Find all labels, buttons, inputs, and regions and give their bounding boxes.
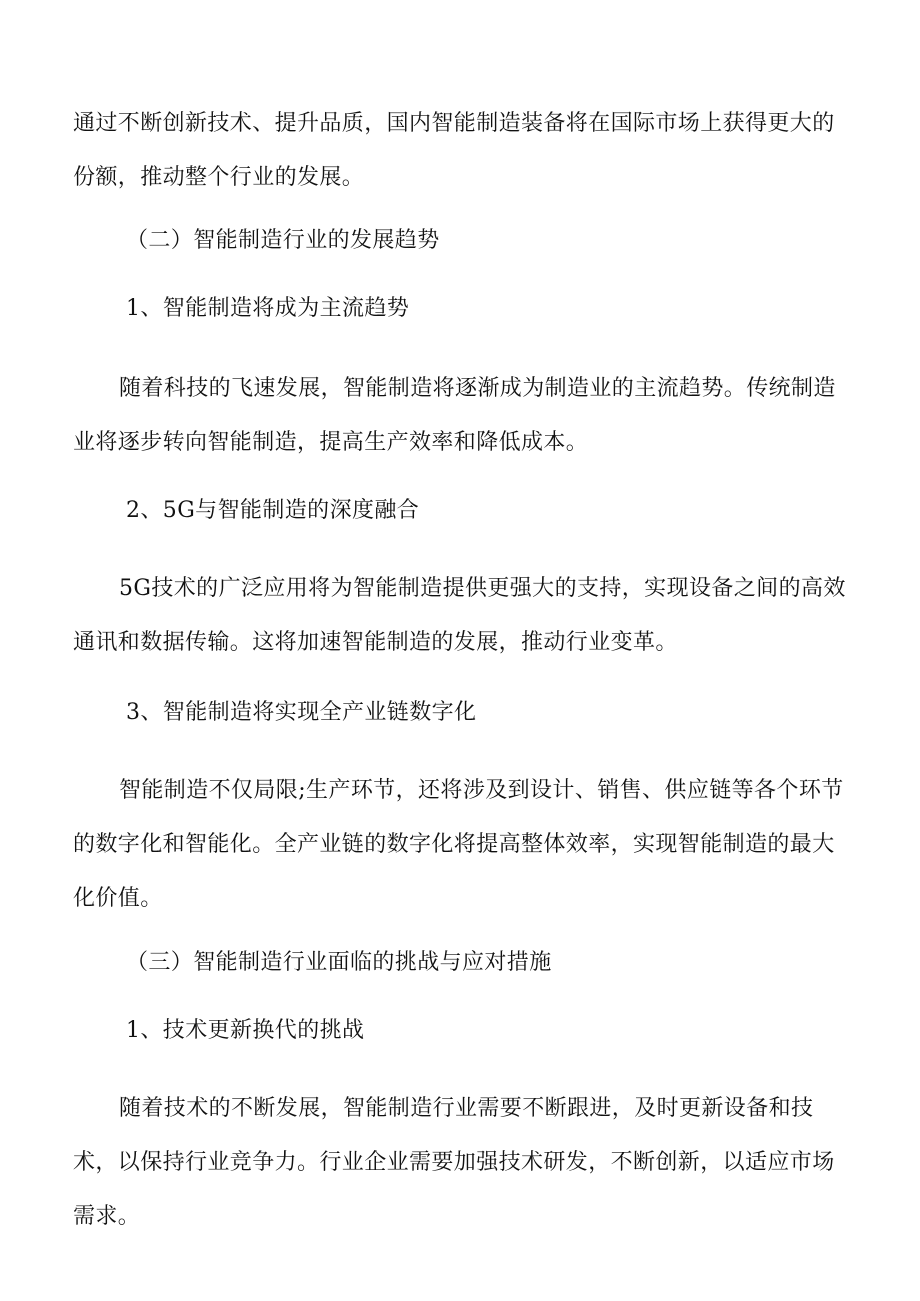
paragraph-trend-1: 随着科技的飞速发展，智能制造将逐渐成为制造业的主流趋势。传统制造业将逐步转向智能制造，提高生产效率和降低成本。 xyxy=(73,376,836,455)
section-heading-2: （二）智能制造行业的发展趋势 xyxy=(126,228,440,253)
subheading-trend-1: 1、智能制造将成为主流趋势 xyxy=(126,296,410,321)
section-heading-3: （三）智能制造行业面临的挑战与应对措施 xyxy=(126,950,552,975)
paragraph-trend-2: 5G技术的广泛应用将为智能制造提供更强大的支持，实现设备之间的高效通讯和数据传输。这将加速智能制造的发展，推动行业变革。 xyxy=(73,576,846,655)
paragraph-continued: 通过不断创新技术、提升品质，国内智能制造装备将在国际市场上获得更大的份额，推动整个行业的发展。 xyxy=(73,111,835,190)
subheading-trend-2: 2、5G与智能制造的深度融合 xyxy=(126,498,420,523)
paragraph-trend-3: 智能制造不仅局限;生产环节，还将涉及到设计、销售、供应链等各个环节的数字化和智能化。全产业链的数字化将提高整体效率，实现智能制造的最大化价值。 xyxy=(73,778,844,911)
subheading-challenge-1: 1、技术更新换代的挑战 xyxy=(126,1018,365,1043)
subheading-trend-3: 3、智能制造将实现全产业链数字化 xyxy=(126,700,477,725)
paragraph-challenge-1: 随着技术的不断发展，智能制造行业需要不断跟进，及时更新设备和技术，以保持行业竞争力。行业企业需要加强技术研发，不断创新，以适应市场需求。 xyxy=(73,1096,835,1229)
